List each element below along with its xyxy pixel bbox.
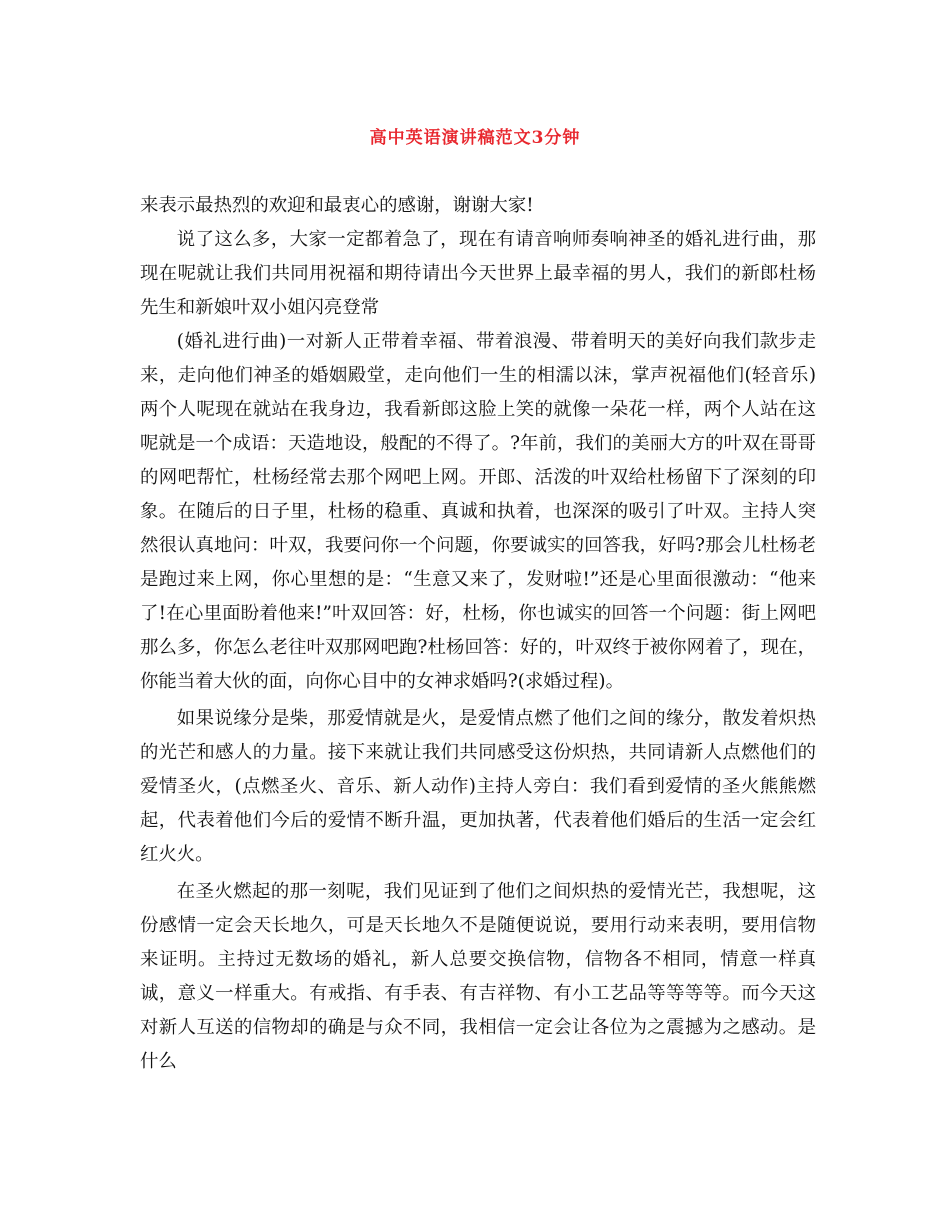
paragraph-5: 在圣火燃起的那一刻呢，我们见证到了他们之间炽热的爱情光芒，我想呢，这份感情一定会天长地久，可是天长地久不是随便说说，要用行动来表明，要用信物来证明。主持过无数场的婚礼，新人总要交换信物，信物各不相同，情意一样真诚，意义一样重大。有戒指、有手表、有吉祥物、有小工艺品等等等等。而今天这对新人互送的信物却的确是与众不同，我相信一定会让各位为之震撼为之感动。是什么 bbox=[140, 881, 816, 1072]
paragraph-4: 如果说缘分是柴，那爱情就是火，是爱情点燃了他们之间的缘分，散发着炽热的光芒和感人的力量。接下来就让我们共同感受这份炽热，共同请新人点燃他们的爱情圣火，(点燃圣火、音乐、新人动作)主持人旁白：我们看到爱情的圣火熊熊燃起，代表着他们今后的爱情不断升温，更加执著，代表着他们婚后的生活一定会红红火火。 bbox=[140, 708, 816, 865]
body-text bbox=[140, 189, 816, 1079]
page-title: 高中英语演讲稿范文3分钟 bbox=[369, 128, 581, 148]
paragraph-1: 来表示最热烈的欢迎和最衷心的感谢，谢谢大家! bbox=[140, 195, 534, 216]
paragraph-2: 说了这么多，大家一定都着急了，现在有请音响师奏响神圣的婚礼进行曲，那现在呢就让我们共同用祝福和期待请出今天世界上最幸福的男人，我们的新郎杜杨先生和新娘叶双小姐闪亮登常 bbox=[140, 229, 816, 318]
paragraph-3: (婚礼进行曲)一对新人正带着幸福、带着浪漫、带着明天的美好向我们款步走来，走向他们神圣的婚姻殿堂，走向他们一生的相濡以沫，掌声祝福他们(轻音乐)两个人呢现在就站在我身边，我看新郎这脸上笑的就像一朵花一样，两个人站在这呢就是一个成语：天造地设，般配的不得了。?年前，我们的美丽大方的叶双在哥哥的网吧帮忙，杜杨经常去那个网吧上网。开郎、活泼的叶双给杜杨留下了深刻的印象。在随后的日子里，杜杨的稳重、真诚和执着，也深深的吸引了叶双。主持人突然很认真地问：叶双，我要问你一个问题，你要诚实的回答我，好吗?那会儿杜杨老是跑过来上网，你心里想的是：“生意又来了，发财啦!”还是心里面很激动：“他来了!在心里面盼着他来!”叶双回答：好，杜杨，你也诚实的回答一个问题：街上网吧那么多，你怎么老往叶双那网吧跑?杜杨回答：好的，叶双终于被你网着了，现在，你能当着大伙的面，向你心目中的女神求婚吗?(求婚过程)。 bbox=[140, 331, 816, 692]
